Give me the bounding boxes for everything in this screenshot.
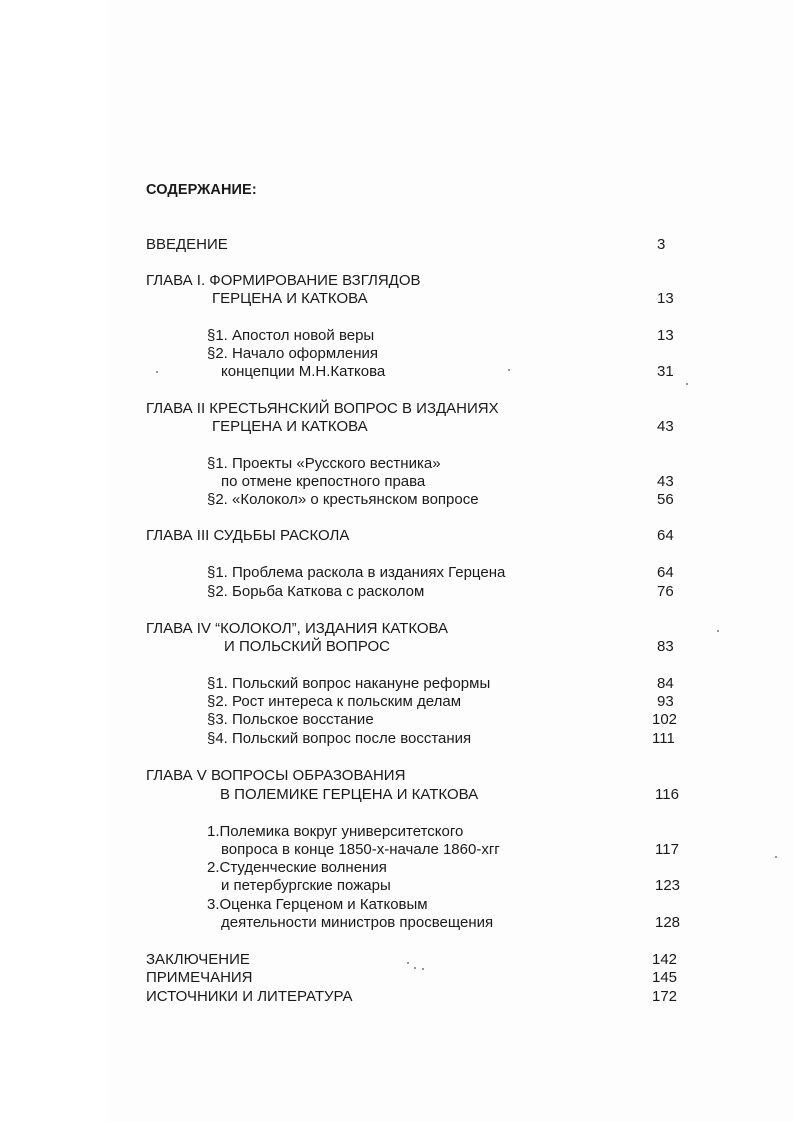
page-number: 43 — [657, 473, 674, 490]
page-number: 76 — [657, 583, 674, 600]
page-number: 56 — [657, 491, 674, 508]
page-number: 123 — [655, 877, 681, 894]
page-number: 64 — [657, 527, 674, 544]
chapter-2-section-1-cont: по отмене крепостного права — [221, 473, 426, 490]
chapter-4-section-2: §2. Рост интереса к польским делам — [207, 693, 462, 710]
page-number: 128 — [655, 914, 681, 931]
page-number: 142 — [652, 951, 678, 968]
chapter-4-section-4: §4. Польский вопрос после восстания — [207, 730, 472, 747]
chapter-1-section-2: §2. Начало оформления — [207, 345, 379, 362]
scan-speck — [414, 967, 416, 969]
scan-speck — [508, 369, 510, 371]
page-number: 102 — [652, 711, 678, 728]
chapter-1-section-1: §1. Апостол новой веры — [207, 327, 375, 344]
page-number: 145 — [652, 969, 678, 986]
page-margin — [0, 0, 108, 1122]
chapter-3-section-1: §1. Проблема раскола в изданиях Герцена — [207, 564, 506, 581]
page-number: 64 — [657, 564, 674, 581]
chapter-4-title-cont: И ПОЛЬСКИЙ ВОПРОС — [224, 638, 391, 655]
scan-speck — [775, 856, 777, 858]
chapter-1-title: ГЛАВА I. ФОРМИРОВАНИЕ ВЗГЛЯДОВ — [146, 272, 421, 289]
page-number: 93 — [657, 693, 674, 710]
chapter-3-section-2: §2. Борьба Каткова с расколом — [207, 583, 425, 600]
chapter-4-title: ГЛАВА IV “КОЛОКОЛ”, ИЗДАНИЯ КАТКОВА — [146, 620, 449, 637]
page-number: 3 — [657, 236, 666, 253]
chapter-5-section-2: 2.Студенческие волнения — [207, 859, 387, 876]
page-number: 83 — [657, 638, 674, 655]
scan-speck — [156, 371, 158, 373]
chapter-2-section-1: §1. Проекты «Русского вестника» — [207, 455, 441, 472]
toc-entry-conclusion: ЗАКЛЮЧЕНИЕ — [146, 951, 250, 968]
scan-speck — [422, 968, 424, 970]
chapter-5-section-1-cont: вопроса в конце 1850-х-начале 1860-хгг — [221, 841, 500, 858]
chapter-5-title-cont: В ПОЛЕМИКЕ ГЕРЦЕНА И КАТКОВА — [220, 786, 479, 803]
page-number: 111 — [652, 730, 675, 747]
page-number: 172 — [652, 988, 678, 1005]
chapter-5-section-3-cont: деятельности министров просвещения — [221, 914, 494, 931]
chapter-5-section-1: 1.Полемика вокруг университетского — [207, 823, 464, 840]
toc-entry-intro: ВВЕДЕНИЕ — [146, 236, 228, 253]
toc-heading: СОДЕРЖАНИЕ: — [146, 182, 257, 198]
page-number: 31 — [657, 363, 674, 380]
chapter-4-section-3: §3. Польское восстание — [207, 711, 374, 728]
chapter-1-section-2-cont: концепции М.Н.Каткова — [221, 363, 386, 380]
chapter-2-section-2: §2. «Колокол» о крестьянском вопросе — [207, 491, 479, 508]
page-number: 84 — [657, 675, 674, 692]
chapter-2-title: ГЛАВА II КРЕСТЬЯНСКИЙ ВОПРОС В ИЗДАНИЯХ — [146, 400, 499, 417]
page-number: 43 — [657, 418, 674, 435]
chapter-5-title: ГЛАВА V ВОПРОСЫ ОБРАЗОВАНИЯ — [146, 767, 406, 784]
page-number: 117 — [655, 841, 679, 858]
toc-entry-notes: ПРИМЕЧАНИЯ — [146, 969, 253, 986]
chapter-4-section-1: §1. Польский вопрос накануне реформы — [207, 675, 491, 692]
scan-speck — [407, 962, 409, 964]
page-number: 13 — [657, 327, 674, 344]
chapter-1-title-cont: ГЕРЦЕНА И КАТКОВА — [212, 290, 368, 307]
scan-speck — [717, 630, 719, 632]
page-number: 13 — [657, 290, 674, 307]
page-number: 116 — [655, 786, 679, 803]
toc-entry-sources: ИСТОЧНИКИ И ЛИТЕРАТУРА — [146, 988, 353, 1005]
chapter-3-title: ГЛАВА III СУДЬБЫ РАСКОЛА — [146, 527, 350, 544]
chapter-5-section-2-cont: и петербургские пожары — [221, 877, 391, 894]
chapter-5-section-3: 3.Оценка Герценом и Катковым — [207, 896, 428, 913]
chapter-2-title-cont: ГЕРЦЕНА И КАТКОВА — [212, 418, 368, 435]
scan-speck — [686, 383, 688, 385]
